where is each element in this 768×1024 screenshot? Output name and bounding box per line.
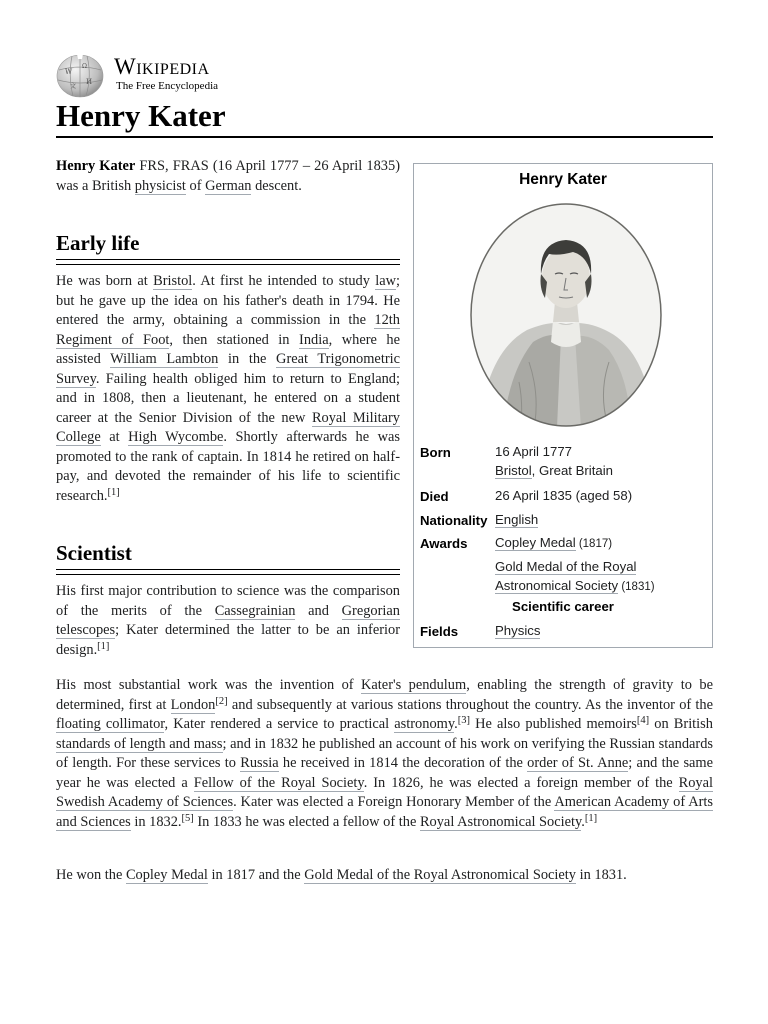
puzzle-globe-icon — [56, 54, 104, 98]
scientist-paragraph-2: His most substantial work was the invention of Kater's pendulum, enabling the strength of gravity to be determined, first at London[2] and subsequently at various stations throughout the country. As the inventor of the floating collimator, Kater rendered a service to practical astronomy.[3] He also published memoirs[4] on British standards of length and mass; and in 1832 he published an account of his work on verifying the Russian standards of length. For these services to Russia he received in 1814 the decoration of the order of St. Anne; and the same year he was elected a Fellow of the Royal Society. In 1826, he was elected a foreign member of the Royal Swedish Academy of Sciences. Kater was elected a Foreign Honorary Member of the American Academy of Arts and Sciences in 1832.[5] In 1833 he was elected a fellow of the Royal Astronomical Society.[1] — [56, 677, 714, 830]
svg-text:И: И — [86, 78, 93, 86]
link-katers-pendulum[interactable]: Kater's pendulum — [361, 677, 467, 693]
reference-link[interactable]: [2] — [215, 695, 228, 707]
awards-value: Copley Medal (1817) Gold Medal of the Royal Astronomical Society (1831) — [495, 535, 655, 593]
link-royal-military-college[interactable]: Royal Military College — [56, 409, 400, 445]
reference-link[interactable]: [1] — [584, 812, 598, 824]
fields-label: Fields — [420, 624, 459, 639]
link-german[interactable]: German — [205, 177, 252, 194]
nationality-label: Nationality — [420, 513, 488, 528]
link-copley-medal[interactable]: Copley Medal — [125, 867, 208, 883]
heading-divider — [56, 259, 400, 265]
link-law[interactable]: law — [375, 273, 396, 289]
fields-value — [495, 621, 540, 641]
reference-link[interactable]: [1] — [107, 486, 120, 498]
link-floating-collimator[interactable]: floating collimator — [56, 716, 165, 732]
scientist-paragraph-1: His first major contribution to science was the comparison of the merits of the Cassegrainian and Gregorian telescopes; Kater determined the latter to be an inferior design.[1] — [56, 583, 400, 658]
link-bristol[interactable]: Bristol — [495, 463, 532, 478]
link-great-trigonometric-survey[interactable]: Great Trigonometric Survey — [56, 351, 400, 387]
svg-text:W: W — [65, 68, 73, 76]
link-gregorian-telescopes[interactable]: Gregorian telescopes — [56, 602, 400, 638]
nationality-value — [495, 510, 538, 530]
heading-scientist: Scientist — [56, 541, 132, 565]
wordmark: Wikipedia — [114, 54, 210, 79]
scientific-career-heading: Scientific career — [512, 599, 614, 614]
tagline: The Free Encyclopedia — [116, 80, 219, 92]
reference-link[interactable]: [4] — [636, 715, 650, 726]
link-russia[interactable]: Russia — [240, 755, 279, 771]
infobox-title: Henry Kater — [519, 171, 607, 188]
link-royal-swedish-academy[interactable]: Royal Swedish Academy of Sciences — [56, 774, 714, 810]
heading-divider — [56, 569, 400, 575]
link-fellow-royal-society[interactable]: Fellow of the Royal Society — [193, 774, 364, 791]
subject-name: Henry Kater — [56, 158, 136, 174]
link-english[interactable]: English — [495, 512, 539, 527]
born-place: Bristol, Great Britain — [495, 463, 613, 478]
link-copley-medal[interactable]: Copley Medal — [495, 535, 576, 550]
link-high-wycombe[interactable]: High Wycombe — [128, 429, 224, 445]
title-divider — [56, 136, 713, 138]
early-life-paragraph: He was born at Bristol. At first he intended to study law; but he gave up the idea on his father's death in 1794. He entered the army, obtaining a commission in the 12th Regiment of Foot, then stationed in India, where he assisted William Lambton in the Great Trigonometric Survey. Failing health obliged him to return to England; and in 1808, then a lieutenant, he entered on a student career at the Senior Division of the new Royal Military College at High Wycombe. Shortly afterwards he was promoted to the rank of captain. In 1814 he retired on half-pay, and devoted the remainder of his life to scientific research.[1] — [56, 273, 400, 504]
heading-early-life: Early life — [56, 231, 140, 255]
lead-paragraph: Henry Kater FRS, FRAS (16 April 1777 – 26 April 1835) was a British physicist of German descent. — [56, 158, 400, 194]
svg-text:Ω: Ω — [82, 63, 87, 70]
link-12th-regiment[interactable]: 12th Regiment of Foot — [56, 312, 400, 348]
link-order-of-st-anne[interactable]: order of St. Anne — [527, 755, 629, 771]
wikipedia-logo[interactable] — [56, 52, 236, 98]
link-gold-medal-ras[interactable]: Gold Medal of the Royal Astronomical Society — [495, 558, 637, 593]
link-cassegrainian[interactable]: Cassegrainian — [214, 602, 296, 619]
reference-link[interactable]: [5] — [181, 812, 194, 824]
infobox — [413, 163, 713, 648]
link-london[interactable]: London — [170, 696, 216, 713]
link-bristol[interactable]: Bristol — [153, 273, 193, 289]
link-astronomy[interactable]: astronomy — [394, 716, 455, 732]
born-label: Born — [420, 445, 451, 460]
link-physics[interactable]: Physics — [495, 623, 541, 638]
page-title: Henry Kater — [56, 98, 226, 133]
link-william-lambton[interactable]: William Lambton — [110, 351, 219, 367]
died-label: Died — [420, 489, 449, 504]
link-royal-astronomical-society[interactable]: Royal Astronomical Society — [419, 813, 582, 830]
died-value: 26 April 1835 (aged 58) — [495, 488, 633, 503]
scientist-paragraph-3: He won the Copley Medal in 1817 and the Gold Medal of the Royal Astronomical Society in 1831. — [56, 867, 627, 883]
link-gold-medal-ras[interactable]: Gold Medal of the Royal Astronomical Society — [304, 867, 576, 883]
svg-text:文: 文 — [70, 83, 77, 90]
link-american-academy[interactable]: American Academy of Arts and Sciences — [56, 794, 713, 830]
born-date: 16 April 1777 — [495, 444, 572, 459]
awards-label: Awards — [420, 536, 468, 551]
reference-link[interactable]: [3] — [457, 715, 470, 726]
portrait-image[interactable] — [469, 202, 663, 428]
link-standards-of-length-and-mass[interactable]: standards of length and mass — [56, 735, 223, 752]
reference-link[interactable]: [1] — [97, 640, 110, 652]
link-india[interactable]: India — [299, 331, 329, 348]
link-physicist[interactable]: physicist — [134, 177, 186, 194]
